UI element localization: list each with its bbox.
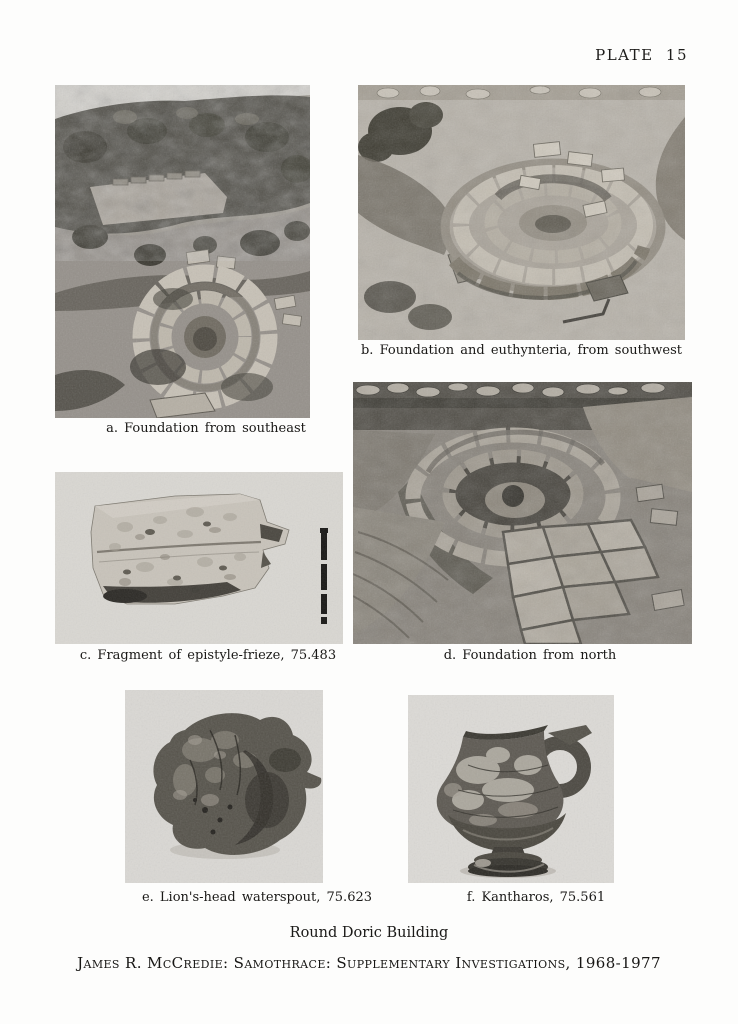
attribution-line: James R. McCredie: Samothrace: Supplementary Investigations, 1968-1977 (77, 954, 661, 972)
plate-title: Round Doric Building (289, 925, 449, 941)
figure-e-caption: e. Lion's-head waterspout, 75.623 (141, 890, 373, 905)
plate-label: PLATE 15 (595, 46, 688, 64)
figure-b-caption: b. Foundation and euthynteria, from southwest (360, 343, 682, 358)
figure-b-photo (358, 85, 685, 340)
figure-c-caption: c. Fragment of epistyle-frieze, 75.483 (79, 648, 337, 663)
figure-f-caption: f. Kantharos, 75.561 (466, 890, 606, 905)
figure-d-photo (353, 382, 692, 644)
figure-a-photo (55, 85, 310, 418)
figure-d-caption: d. Foundation from north (443, 648, 617, 663)
figure-f-photo (408, 695, 614, 883)
figure-c-photo (55, 472, 343, 644)
figure-e-photo (125, 690, 323, 883)
figure-a-caption: a. Foundation from southeast (106, 421, 306, 436)
